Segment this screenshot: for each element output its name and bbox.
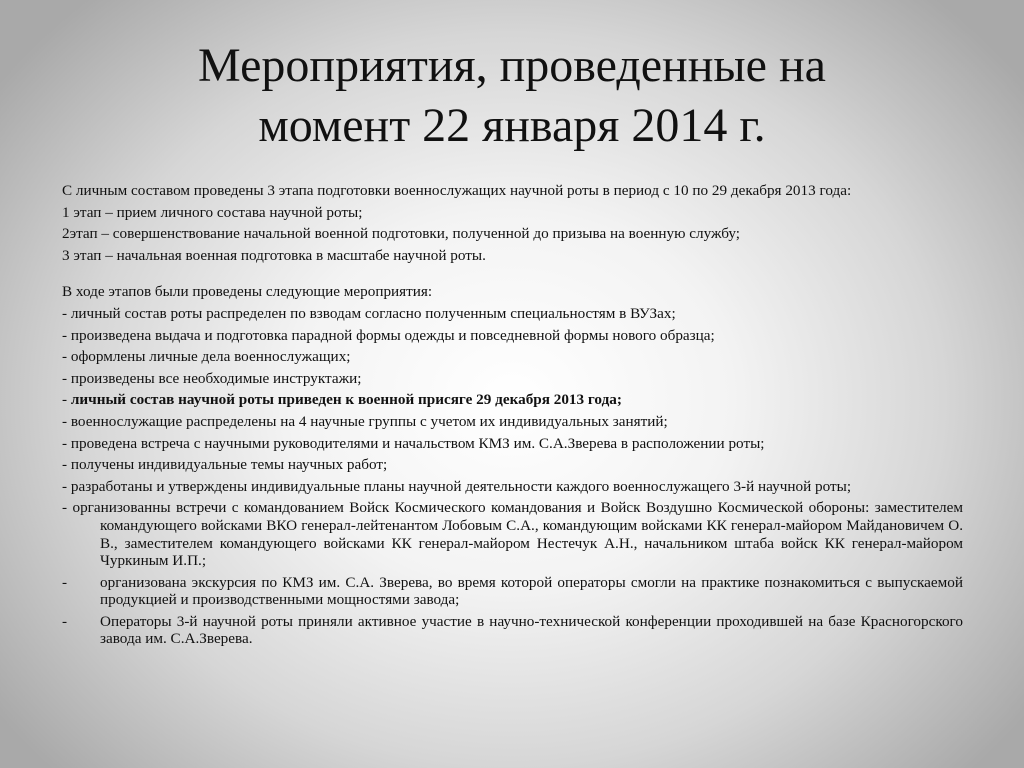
excursion-text: организована экскурсия по КМЗ им. С.А. Зверева, во время которой операторы смогли на практике познакомиться с выпускаемой продукцией и производственными мощностями завода; (100, 573, 963, 609)
oath-prefix: - (62, 391, 71, 409)
intro-paragraph: С личным составом проведены 3 этапа подготовки военнослужащих научной роты в период с 10 по 29 декабря 2013 года: (62, 182, 852, 199)
stage-2: 2этап – совершенствование начальной военной подготовки, полученной до призыва на военную службу; (62, 225, 741, 243)
event-item: - проведена встреча с научными руководителями и начальством КМЗ им. С.А.Зверева в расположении роты; (62, 434, 765, 452)
stage-1: 1 этап – прием личного состава научной роты; (62, 203, 363, 221)
slide-body (62, 182, 963, 652)
event-item: - разработаны и утверждены индивидуальные планы научной деятельности каждого военнослужащего 3-й научной роты; (62, 477, 852, 495)
title-line-2: момент 22 января 2014 г. (258, 99, 766, 152)
list-dash: - (62, 612, 68, 630)
event-item-excursion (62, 574, 963, 609)
event-item-conference (62, 613, 963, 648)
title-line-1: Мероприятия, проведенные на (198, 39, 826, 92)
stage-3: 3 этап – начальная военная подготовка в масштабе научной роты. (62, 246, 486, 264)
event-item: - получены индивидуальные темы научных работ; (62, 456, 388, 474)
events-heading: В ходе этапов были проведены следующие мероприятия: (62, 283, 433, 301)
event-item: - произведена выдача и подготовка парадной формы одежды и повседневной формы нового образца; (62, 326, 715, 344)
event-item: - личный состав роты распределен по взводам согласно полученным специальностям в ВУЗах; (62, 304, 676, 322)
event-item: - военнослужащие распределены на 4 научные группы с учетом их индивидуальных занятий; (62, 412, 668, 430)
oath-bold-text: личный состав научной роты приведен к военной присяге 29 декабря 2013 года; (70, 391, 622, 409)
conference-text: Операторы 3-й научной роты приняли активное участие в научно-технической конференции проходившей на базе Красногорского завода им. С.А.Зверева. (100, 612, 963, 648)
event-item: - организованны встречи с командованием Войск Космического командования и Войск Воздушно Космической обороны: заместителем командующего войсками ВКО генерал-лейтенантом Лобовым С.А., командующим войсками КК генерал-майором Майдановичем О. В., заместителем командующего войсками КК генерал-майором Нестечук А.Н., начальником штаба войск КК генерал-майором Чуркиным И.П.; (62, 499, 963, 570)
event-item: - оформлены личные дела военнослужащих; (62, 348, 351, 366)
slide-title (60, 36, 964, 156)
event-item: - произведены все необходимые инструктажи; (62, 369, 362, 387)
spacer (62, 268, 963, 283)
event-item-oath (62, 391, 963, 409)
list-dash: - (62, 573, 68, 591)
